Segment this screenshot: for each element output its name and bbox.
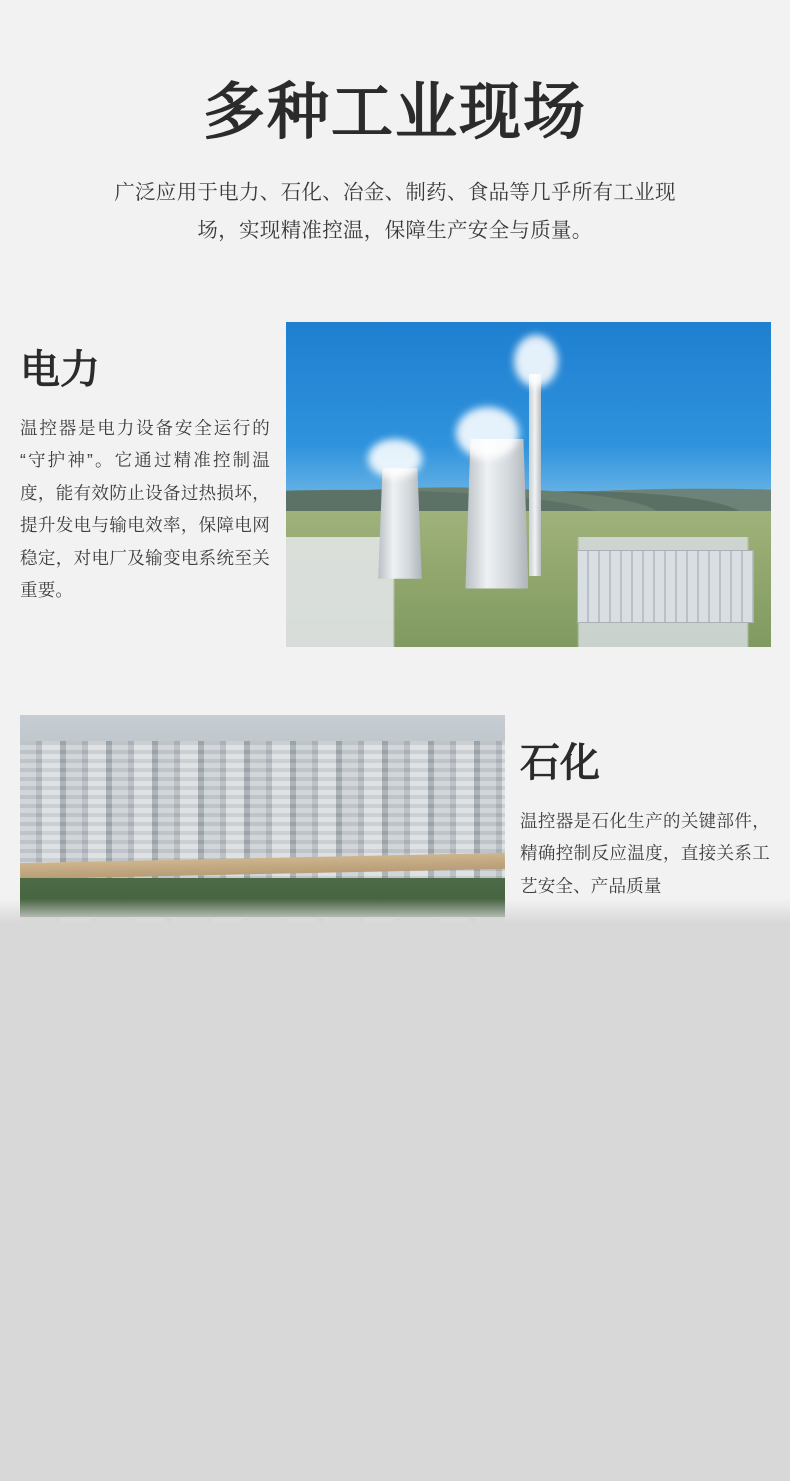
steam-plume-secondary-icon (368, 439, 421, 478)
chimney-stack-shape (529, 374, 542, 576)
warehouse-roofs-shape (577, 550, 754, 624)
section-petrochemical-text (520, 740, 770, 902)
section-petrochemical-heading: 石化 (520, 740, 600, 786)
section-power-body: 温控器是电力设备安全运行的“守护神”。它通过精准控制温度，能有效防止设备过热损坏，提升发电与输电效率，保障电网稳定，对电厂及输变电系统至关重要。 (20, 418, 270, 600)
section-power (0, 322, 790, 652)
cooling-tower-large-shape (465, 439, 528, 589)
steam-plume-icon (456, 407, 519, 459)
smoke-plume-icon (514, 335, 558, 387)
page-background-filler (0, 925, 790, 1481)
page-subtitle: 广泛应用于电力、石化、冶金、制药、食品等几乎所有工业现场，实现精准控温，保障生产安全与质量。 (114, 181, 676, 243)
content-cutoff-fade (0, 899, 790, 925)
section-power-heading: 电力 (20, 347, 100, 393)
page-title: 多种工业现场 (202, 75, 587, 148)
section-petrochemical-image (20, 715, 505, 925)
section-power-text (20, 347, 270, 606)
section-power-image (286, 322, 771, 647)
section-petrochemical (0, 715, 790, 925)
cooling-tower-small-shape (378, 468, 422, 579)
section-petrochemical-body: 温控器是石化生产的关键部件，精确控制反应温度，直接关系工艺安全、产品质量 (520, 811, 770, 896)
